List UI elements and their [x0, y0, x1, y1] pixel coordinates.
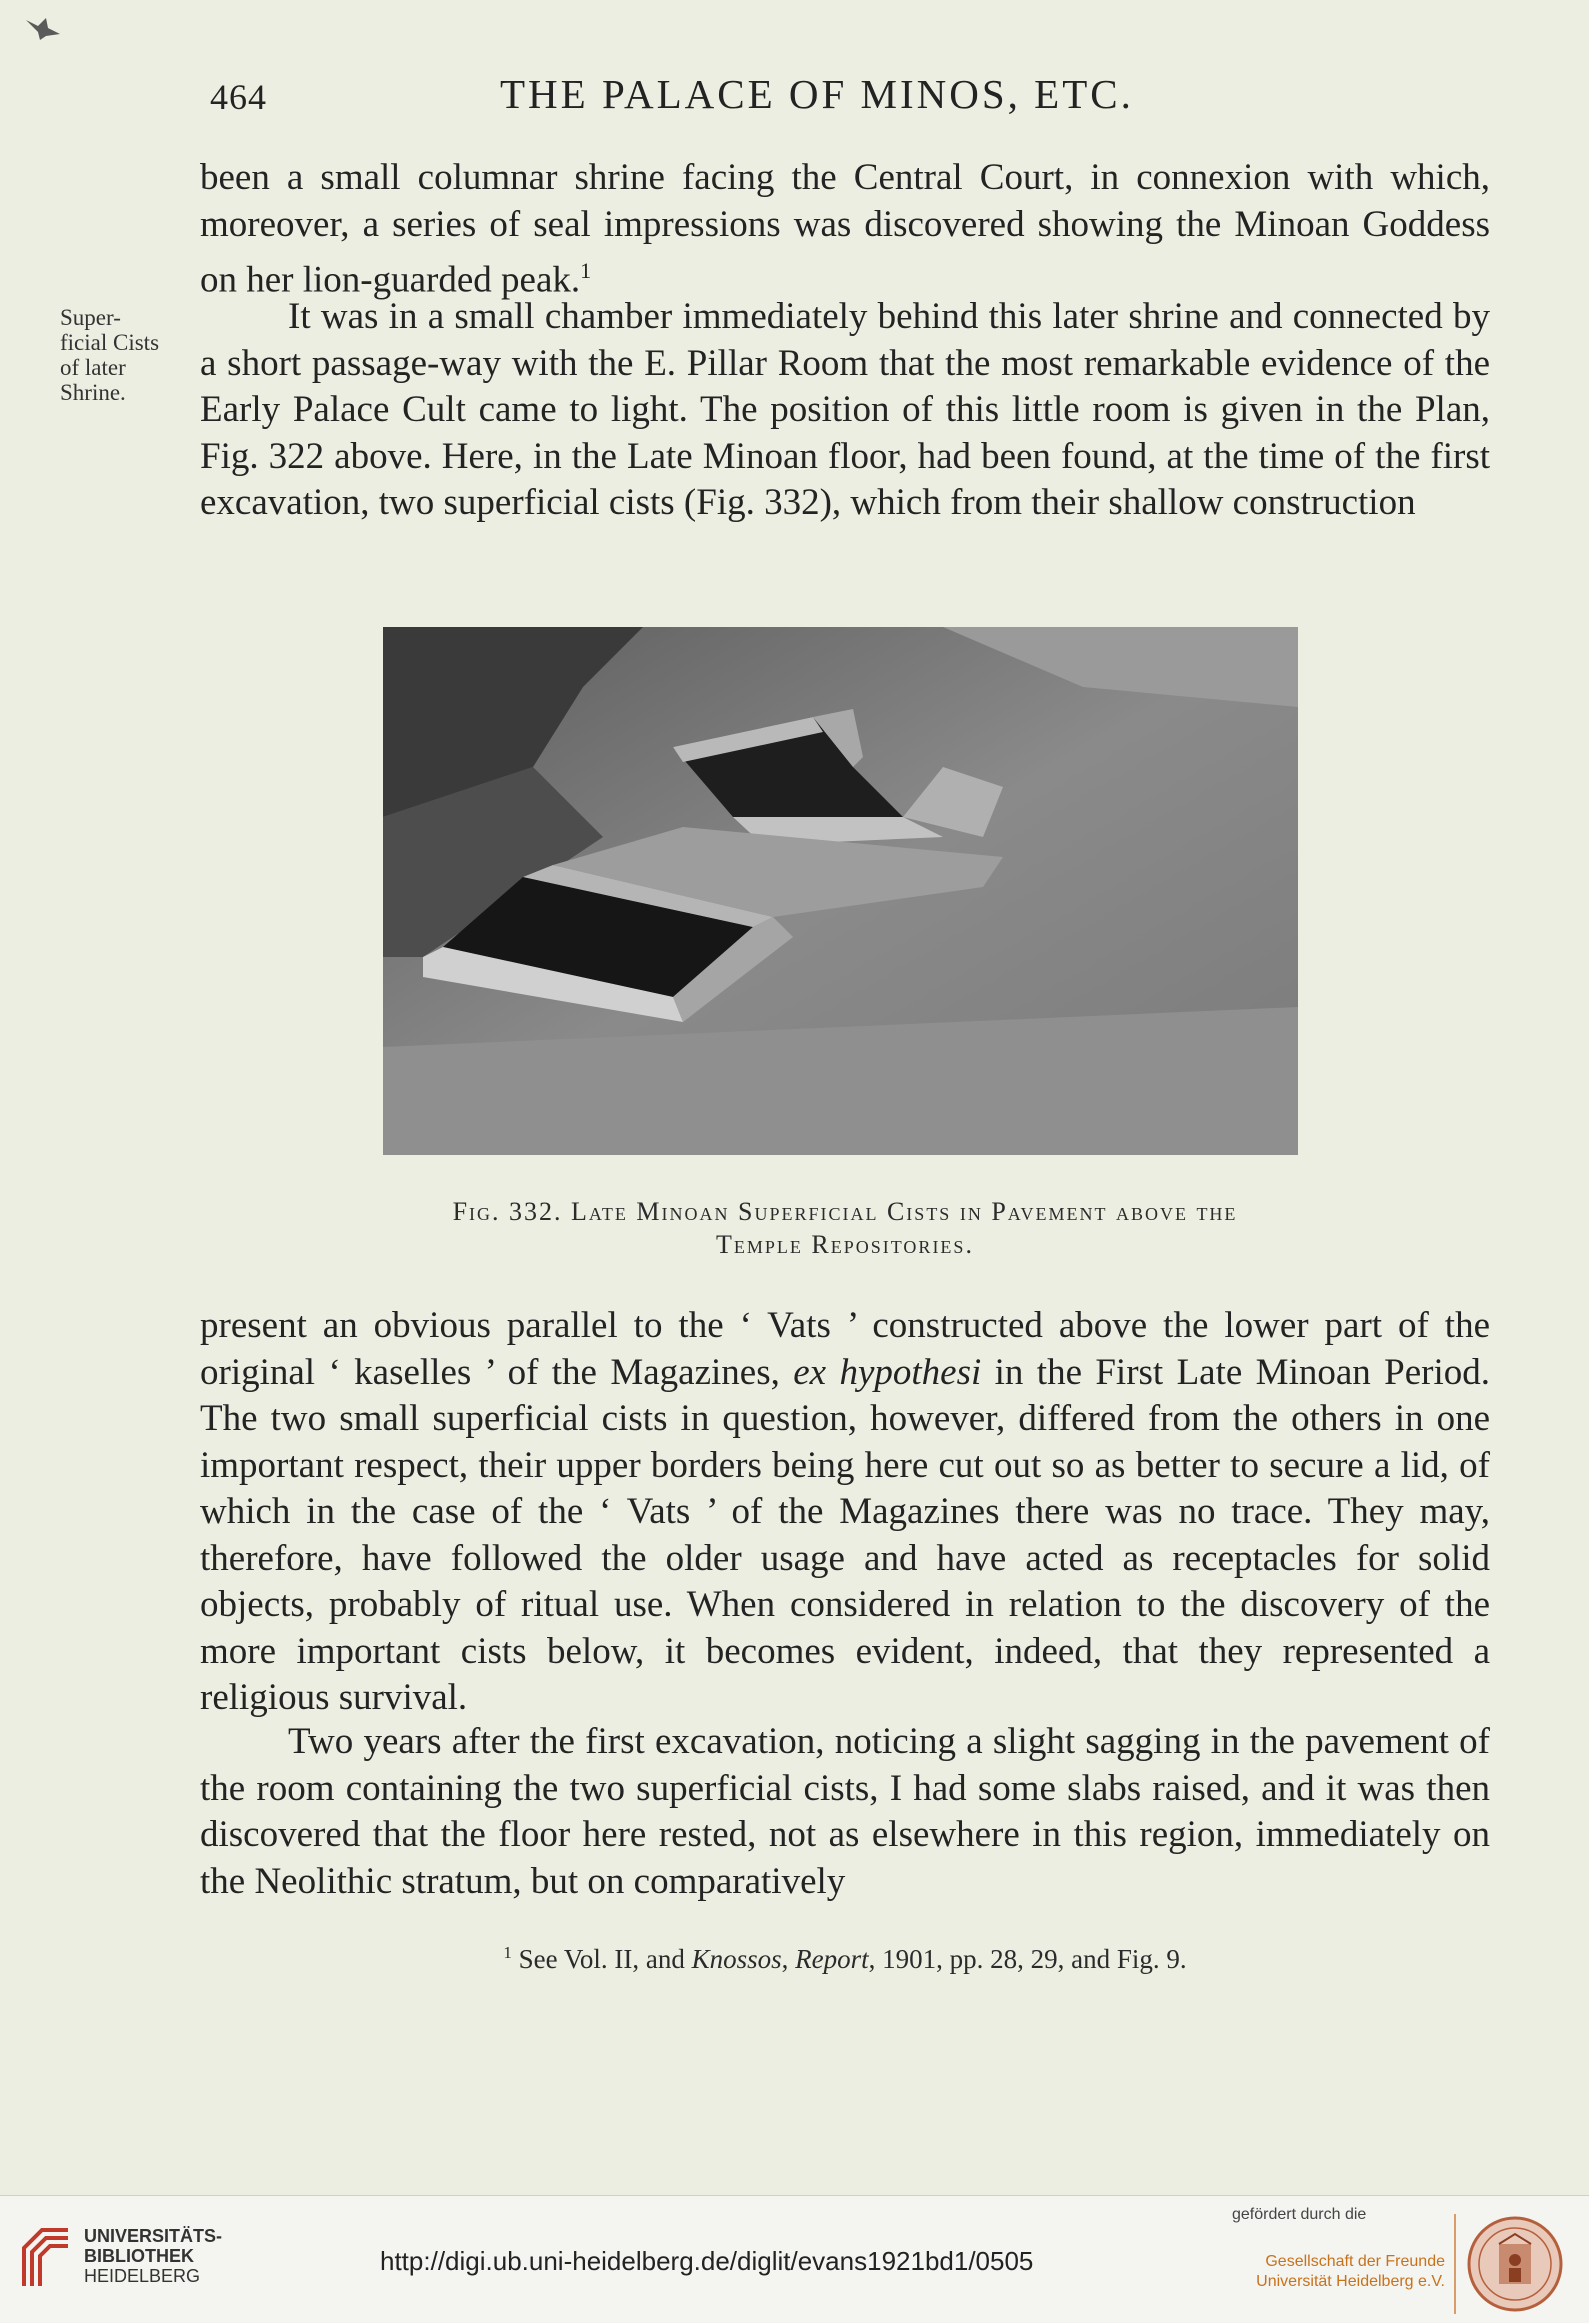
- paragraph-4: Two years after the first excavation, noticing a slight sagging in the pavement of the room containing the two superficial cists, I had some slabs raised, and it was then discovered that the floor here rested, not as elsewhere in this region, immediately on the Neolithic stratum, but on comparatively: [200, 1721, 1490, 1902]
- caption-line: Temple Repositories.: [716, 1230, 974, 1259]
- library-name: [84, 2226, 222, 2286]
- marginal-line: Shrine.: [60, 380, 126, 405]
- library-name-line: BIBLIOTHEK: [84, 2246, 194, 2266]
- marginal-note: [60, 305, 180, 405]
- page-header: [200, 70, 1480, 130]
- footnote-text: , 1901, pp. 28, 29, and Fig. 9.: [868, 1944, 1187, 1974]
- bird-corner-icon: [24, 12, 64, 42]
- sponsor-divider: [1454, 2214, 1456, 2314]
- running-title: THE PALACE OF MINOS, ETC.: [500, 71, 1134, 117]
- sponsor-label: gefördert durch die: [1232, 2206, 1367, 2223]
- library-name-line: HEIDELBERG: [84, 2266, 201, 2286]
- italic-phrase: ex hypothesi: [793, 1351, 982, 1393]
- page-number: 464: [210, 77, 267, 117]
- sponsor-line: Universität Heidelberg e.V.: [1256, 2273, 1445, 2290]
- marginal-line: Super-: [60, 305, 121, 330]
- paragraph-1-text: been a small columnar shrine facing the Central Court, in connexion with which, moreover, a series of seal impressions was discovered showing the Minoan Goddess on her lion-guarded peak.: [200, 157, 1490, 301]
- university-seal-icon[interactable]: [1465, 2214, 1565, 2314]
- paragraph-3: [200, 1303, 1490, 1722]
- footnote-text: ,: [781, 1944, 789, 1974]
- footnote-title: Knossos: [691, 1944, 782, 1974]
- footnote: [200, 1943, 1490, 1975]
- footnote-ref: 1: [580, 258, 592, 283]
- digitization-footer: [0, 2196, 1589, 2323]
- figure-caption: [200, 1195, 1490, 1261]
- library-name-line: UNIVERSITÄTS-: [84, 2226, 223, 2246]
- sponsor-line: Gesellschaft der Freunde: [1265, 2253, 1445, 2270]
- footnote-title: Report: [795, 1944, 869, 1974]
- footnote-text: See Vol. II, and: [518, 1944, 685, 1974]
- sponsor-name: [1205, 2252, 1445, 2292]
- paragraph-3-text: in the First Late Minoan Period. The two small superficial cists in question, however, differed from the others in one important respect, their upper borders being here cut out so as better to secure a lid, of which in the case of the ‘ Vats ’ of the Magazines there was no trace. They may, therefore, have followed the older usage and have acted as receptacles for solid objects, probably of ritual use. When considered in relation to the discovery of the more important cists below, it becomes evident, indeed, that they represented a religious survival.: [200, 1351, 1490, 1718]
- cists-photograph: [383, 627, 1298, 1155]
- library-logo-icon[interactable]: [18, 2222, 74, 2292]
- marginal-line: of later: [60, 355, 126, 380]
- paragraph-2: It was in a small chamber immediately behind this later shrine and connected by a short passage-way with the E. Pillar Room that the most remarkable evidence of the Early Palace Cult came to light. The position of this little room is given in the Plan, Fig. 322 above. Here, in the Late Minoan floor, had been found, at the time of the first excavation, two superficial cists (Fig. 332), which from their shallow construction: [200, 296, 1490, 523]
- marginal-line: ficial Cists: [60, 330, 160, 355]
- digital-copy-link[interactable]: http://digi.ub.uni-heidelberg.de/diglit/evans1921bd1/0505: [380, 2246, 1034, 2276]
- paragraph-1: [200, 155, 1490, 304]
- footnote-marker: 1: [503, 1943, 512, 1962]
- caption-line: Fig. 332. Late Minoan Superficial Cists in Pavement above the: [452, 1197, 1238, 1226]
- figure-photograph: [383, 627, 1298, 1155]
- paragraph-3-text: present an obvious parallel to the ‘ Vats ’ constructed above the lower part of the original ‘ kaselles ’ of the Magazines,: [200, 1305, 1490, 1393]
